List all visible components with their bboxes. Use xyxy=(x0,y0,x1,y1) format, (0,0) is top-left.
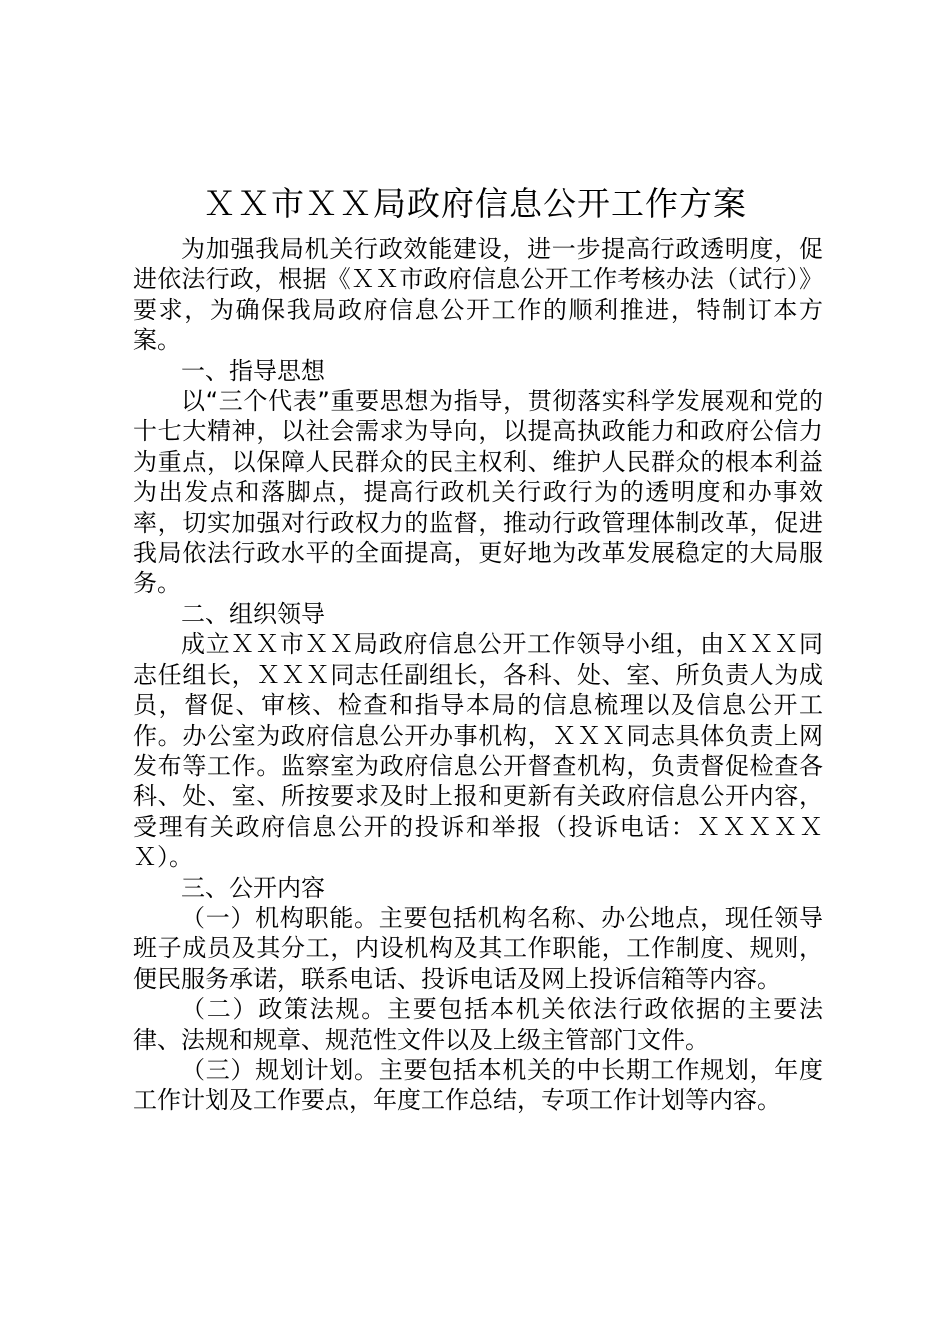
disclosure-item-1: （一）机构职能。主要包括机构名称、办公地点，现任领导班子成员及其分工，内设机构及其工作职能，工作制度、规则，便民服务承诺，联系电话、投诉电话及网上投诉信箱等内容。 xyxy=(133,903,823,993)
guiding-ideology-paragraph: 以“三个代表”重要思想为指导，贯彻落实科学发展观和党的十七大精神，以社会需求为导向，以提高执政能力和政府公信力为重点，以保障人民群众的民主权利、维护人民群众的根本利益为出发点和落脚点，提高行政机关行政行为的透明度和办事效率，切实加强对行政权力的监督，推动行政管理体制改革，促进我局依法行政水平的全面提高，更好地为改革发展稳定的大局服务。 xyxy=(133,387,823,598)
section-heading-organization: 二、组织领导 xyxy=(181,599,325,628)
disclosure-item-2: （二）政策法规。主要包括本机关依法行政依据的主要法律、法规和规章、规范性文件以及上级主管部门文件。 xyxy=(133,995,823,1054)
document-title: ＸＸ市ＸＸ局政府信息公开工作方案 xyxy=(203,184,747,223)
section-heading-guiding-ideology: 一、指导思想 xyxy=(181,356,325,385)
document-body xyxy=(133,234,823,1116)
organization-paragraph: 成立ＸＸ市ＸＸ局政府信息公开工作领导小组，由ＸＸＸ同志任组长，ＸＸＸ同志任副组长，各科、处、室、所负责人为成员，督促、审核、检查和指导本局的信息梳理以及信息公开工作。办公室为政府信息公开办事机构，ＸＸＸ同志具体负责上网发布等工作。监察室为政府信息公开督查机构，负责督促检查各科、处、室、所按要求及时上报和更新有关政府信息公开内容，受理有关政府信息公开的投诉和举报（投诉电话：ＸＸＸＸＸＸ）。 xyxy=(133,630,823,872)
intro-paragraph: 为加强我局机关行政效能建设，进一步提高行政透明度，促进依法行政，根据《ＸＸ市政府信息公开工作考核办法（试行）》要求，为确保我局政府信息公开工作的顺利推进，特制订本方案。 xyxy=(133,235,823,355)
section-heading-disclosure-content: 三、公开内容 xyxy=(181,873,325,902)
disclosure-item-3: （三）规划计划。主要包括本机关的中长期工作规划，年度工作计划及工作要点，年度工作总结，专项工作计划等内容。 xyxy=(133,1055,823,1115)
